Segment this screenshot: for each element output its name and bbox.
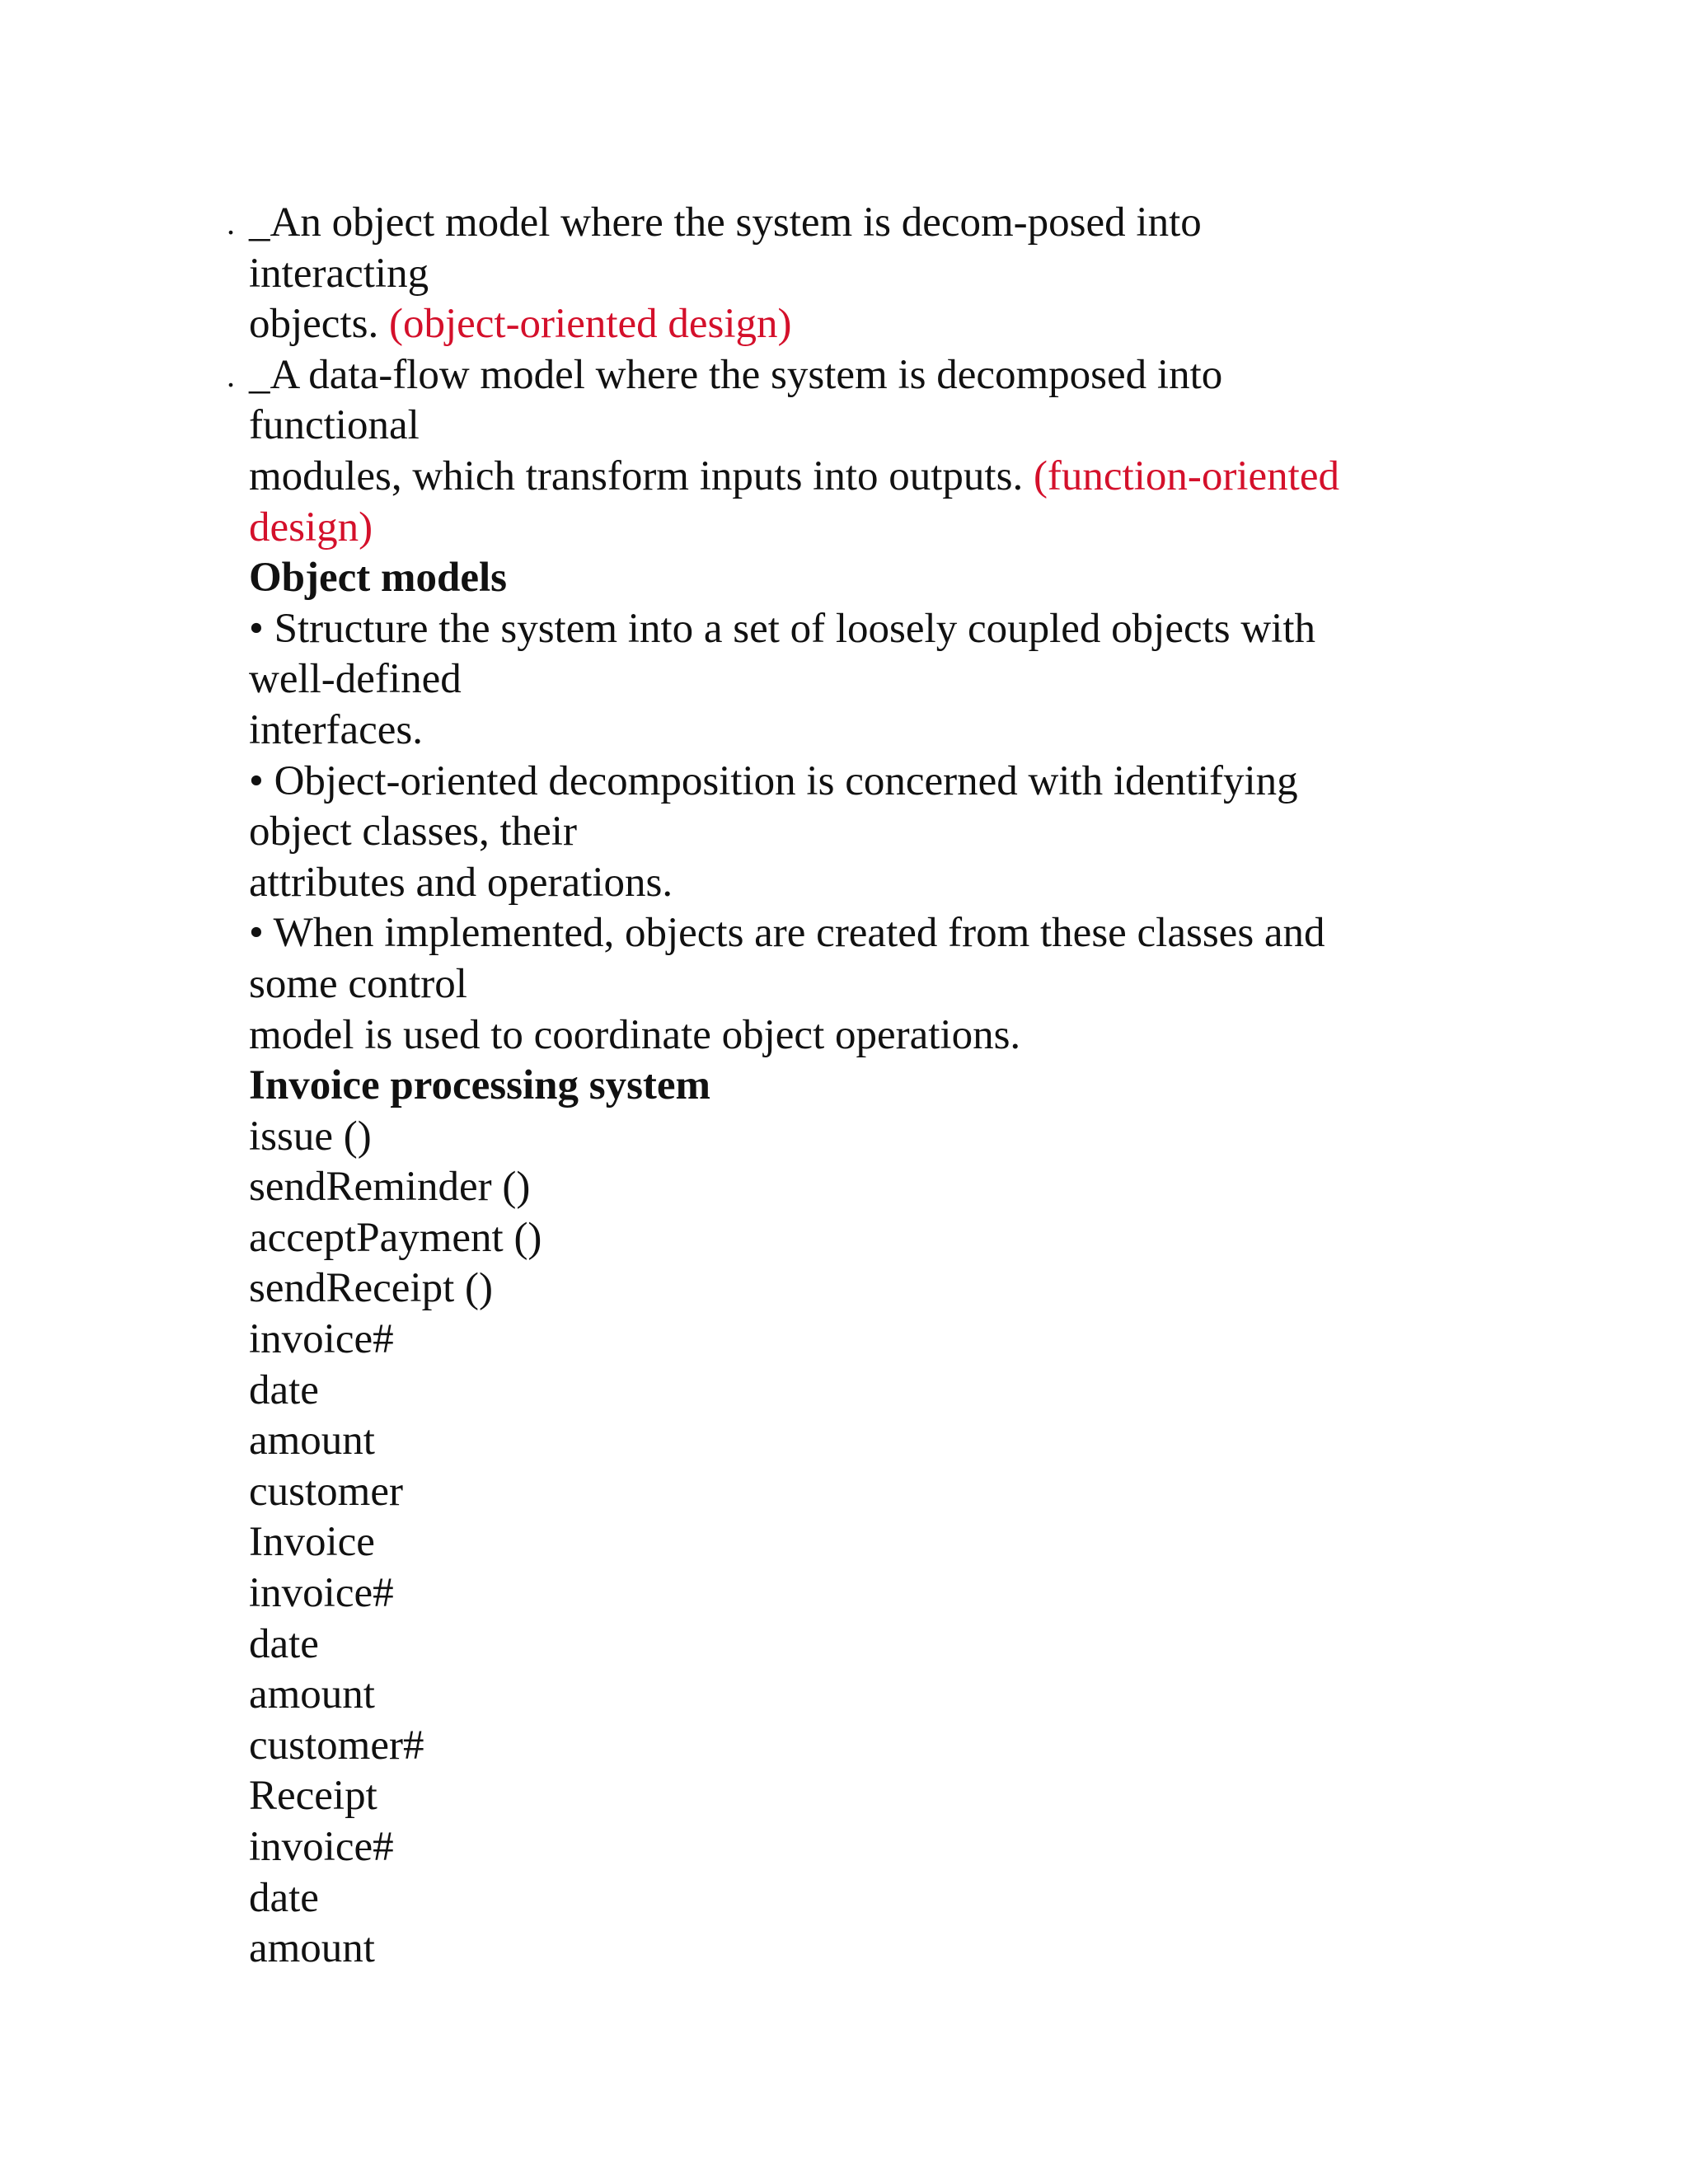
bullet-decomposition-line-2: object classes, their: [249, 808, 577, 855]
paragraph-data-flow-line-4: design): [249, 504, 373, 551]
list-item: invoice#: [249, 1316, 394, 1363]
list-item: acceptPayment (): [249, 1214, 542, 1261]
bullet-decomposition-line-1: • Object-oriented decomposition is concerned with identifying: [249, 757, 1298, 804]
list-item: amount: [249, 1418, 375, 1465]
bullet-structure-line-2: well-defined: [249, 656, 462, 703]
list-item: sendReceipt (): [249, 1265, 493, 1312]
highlight-answer: (function-oriented: [1033, 452, 1339, 499]
list-item: date: [249, 1366, 319, 1413]
list-item: customer: [249, 1468, 403, 1515]
heading-invoice-processing-system: Invoice processing system: [249, 1062, 711, 1109]
paragraph-object-model-line-3: [249, 299, 1444, 350]
bullet-structure-line-3: interfaces.: [249, 706, 423, 753]
list-item: Receipt: [249, 1773, 377, 1820]
highlight-answer: (object-oriented design): [388, 301, 792, 348]
paragraph-text: _A data-flow model where the system is decomposed into: [249, 351, 1223, 398]
bullet-implemented-line-3: model is used to coordinate object operations.: [249, 1011, 1021, 1058]
list-item: date: [249, 1874, 319, 1921]
paragraph-data-flow-line-3: [249, 452, 1444, 503]
list-item: sendReminder (): [249, 1164, 531, 1211]
document-body: [227, 198, 1444, 1975]
list-item: invoice#: [249, 1570, 394, 1617]
paragraph-marker: .: [227, 204, 235, 241]
paragraph-text: modules, which transform inputs into outputs.: [249, 452, 1024, 499]
bullet-decomposition-line-3: attributes and operations.: [249, 859, 673, 906]
list-item: date: [249, 1620, 319, 1667]
list-item: invoice#: [249, 1824, 394, 1870]
bullet-implemented-line-2: some control: [249, 960, 467, 1007]
list-item: issue (): [249, 1113, 372, 1160]
list-item: amount: [249, 1925, 375, 1972]
paragraph-object-model-line-2: interacting: [249, 250, 429, 297]
heading-object-models: Object models: [249, 555, 508, 602]
bullet-structure-line-1: • Structure the system into a set of loosely coupled objects with: [249, 605, 1316, 652]
list-item: Invoice: [249, 1519, 375, 1566]
list-item: customer#: [249, 1722, 424, 1769]
bullet-implemented-line-1: • When implemented, objects are created from these classes and: [249, 910, 1325, 957]
paragraph-data-flow-line-1: [227, 350, 1444, 401]
paragraph-marker: .: [227, 356, 235, 394]
paragraph-object-model-line-1: [227, 198, 1444, 249]
list-item: amount: [249, 1671, 375, 1718]
paragraph-text: objects.: [249, 301, 379, 348]
paragraph-text: _An object model where the system is decom-posed into: [249, 199, 1202, 246]
paragraph-data-flow-line-2: functional: [249, 402, 420, 449]
